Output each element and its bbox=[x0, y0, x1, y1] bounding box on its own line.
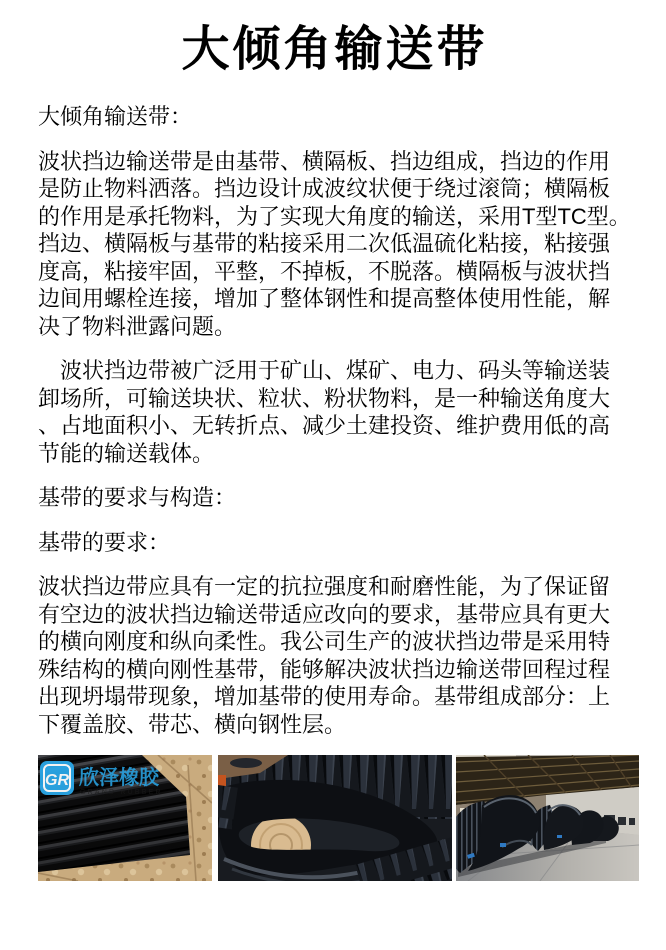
product-photo-rolled-sidewall-belt bbox=[218, 755, 452, 881]
warehouse-illustration bbox=[456, 755, 639, 881]
logo-monogram: GR bbox=[45, 772, 69, 789]
paragraph-base-belt-details: 波状挡边带应具有一定的抗拉强度和耐磨性能，为了保证留有空边的波状挡边输送带适应改向的要求，基带应具有更大的横向刚度和纵向柔性。我公司生产的波状挡边带是采用特殊结构的横向刚性基带，能够解决波状挡边输送带回程过程出现坍塌带现象，增加基带的使用寿命。基带组成部分：上下覆盖胶、带芯、横向钢性层。 bbox=[38, 574, 611, 737]
product-photo-row bbox=[38, 755, 666, 881]
corrugated-belt-illustration bbox=[38, 755, 212, 881]
logo-company-name-en: GRAND RUBBER bbox=[80, 789, 163, 796]
heading-base-belt-structure: 基带的要求与构造： bbox=[38, 485, 237, 510]
paragraph-composition: 波状挡边输送带是由基带、横隔板、挡边组成，挡边的作用是防止物料洒落。挡边设计成波纹状便于绕过滚筒；横隔板的作用是承托物料，为了实现大角度的输送，采用T型TC型。挡边、横隔板与基带的粘接采用二次低温硫化粘接，粘接强度高，粘接牢固，平整，不掉板，不脱落。横隔板与波状挡边间用螺栓连接，增加了整体钢性和提高整体使用性能，解决了物料泄露问题。 bbox=[38, 148, 631, 339]
logo-company-name-cn: 欣泽橡胶 bbox=[79, 767, 159, 789]
product-photo-warehouse-belts bbox=[456, 755, 639, 881]
paragraph-intro-label: 大倾角输送带： bbox=[38, 104, 193, 129]
brand-watermark bbox=[40, 761, 163, 796]
paragraph-applications: 波状挡边带被广泛用于矿山、煤矿、电力、码头等输送装卸场所，可输送块状、粒状、粉状物料，是一种输送角度大、占地面积小、无转折点、减少土建投资、维护费用低的高节能的输送载体。 bbox=[38, 358, 611, 466]
background-object bbox=[230, 758, 262, 768]
heading-base-belt-requirements: 基带的要求： bbox=[38, 529, 171, 555]
article-body bbox=[38, 20, 631, 738]
rolled-belt-illustration bbox=[218, 755, 452, 881]
page-title: 大倾角输送带 bbox=[181, 23, 488, 76]
product-photo-corrugated-belt-closeup bbox=[38, 755, 212, 881]
